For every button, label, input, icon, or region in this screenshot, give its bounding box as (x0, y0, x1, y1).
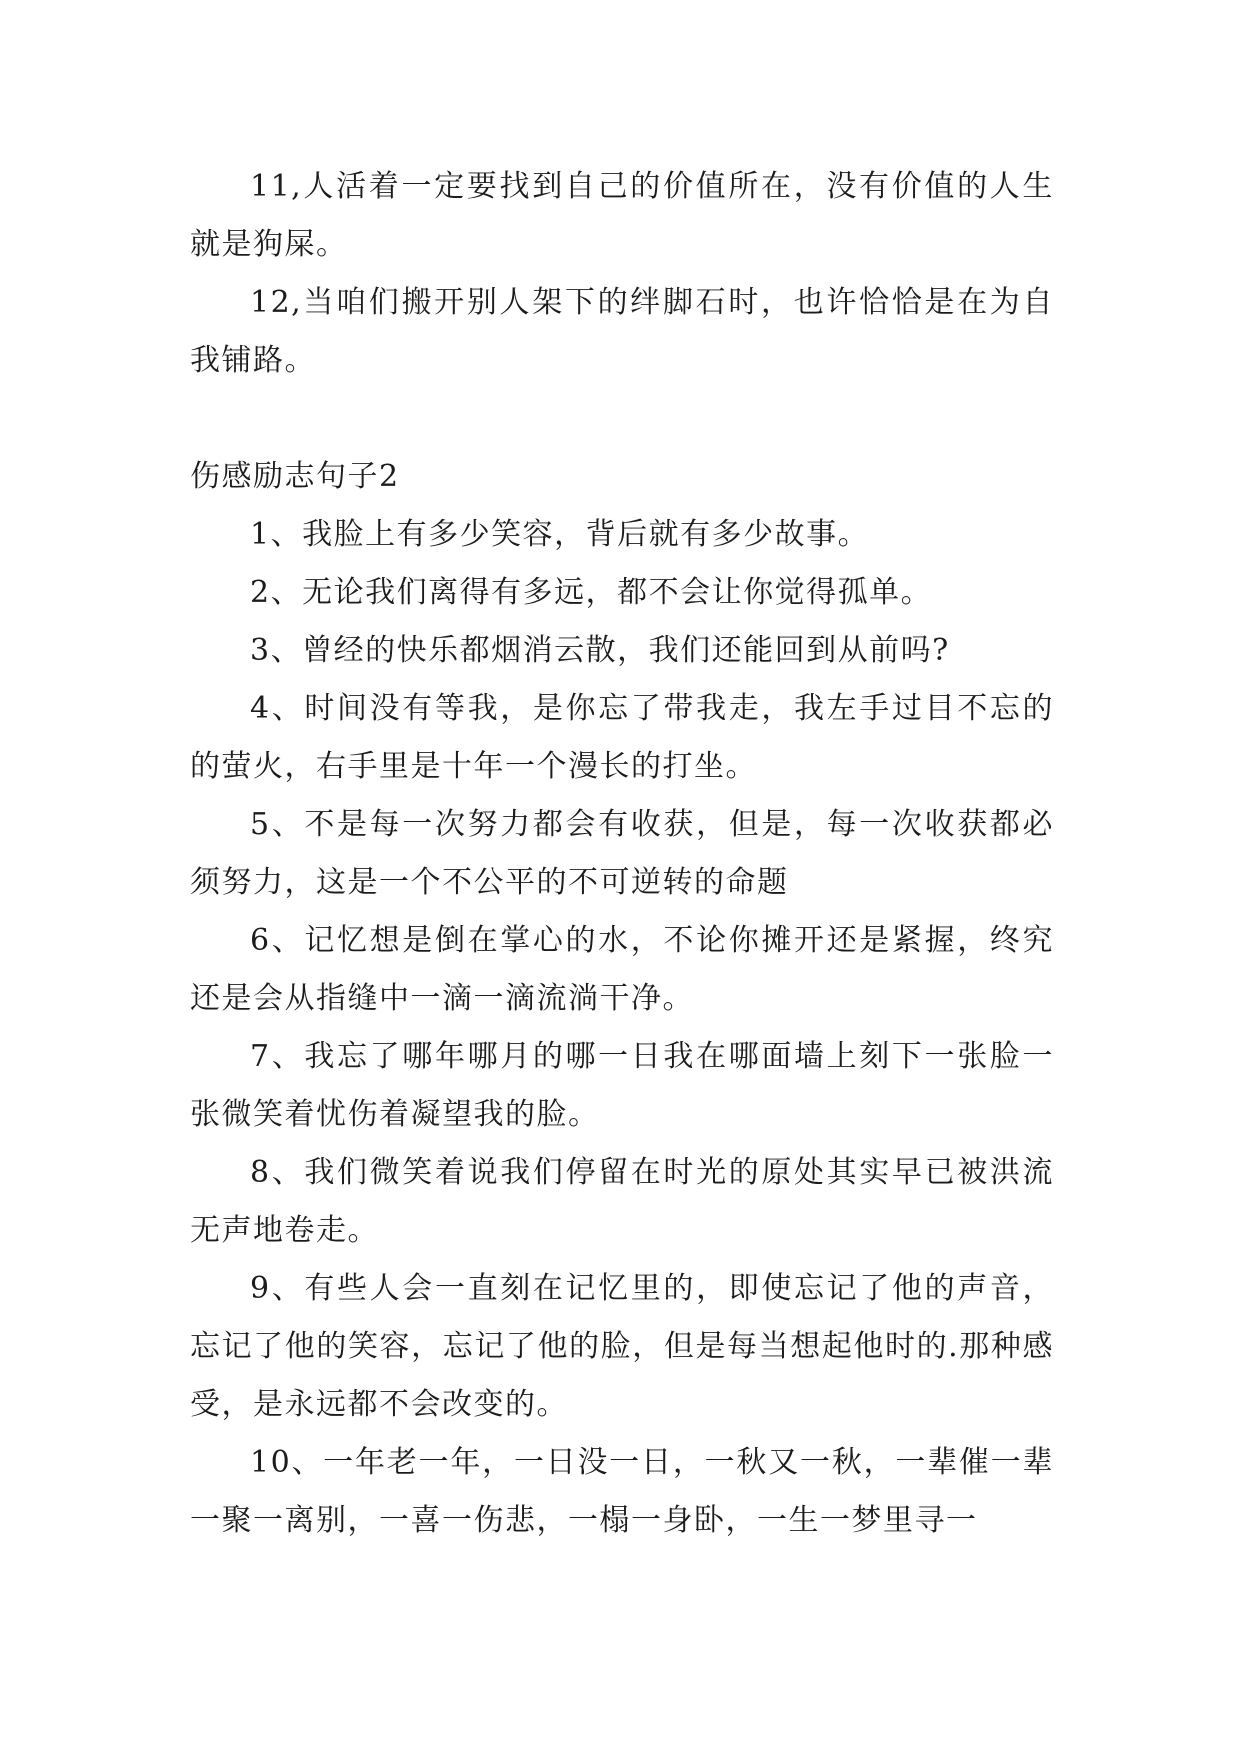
list-item-4: 4、时间没有等我，是你忘了带我走，我左手过目不忘的的萤火，右手里是十年一个漫长的打坐。 (190, 691, 1054, 784)
list-item-5: 5、不是每一次努力都会有收获，但是，每一次收获都必须努力，这是一个不公平的不可逆转的命题 (190, 807, 1054, 900)
list-item-8: 8、我们微笑着说我们停留在时光的原处其实早已被洪流无声地卷走。 (190, 1155, 1054, 1248)
list-item-10: 10、一年老一年，一日没一日，一秋又一秋，一辈催一辈一聚一离别，一喜一伤悲，一榻一身卧，一生一梦里寻一 (190, 1445, 1054, 1538)
list-item-2: 2、无论我们离得有多远，都不会让你觉得孤单。 (250, 575, 933, 610)
document-page (190, 158, 1054, 1550)
list-item-9: 9、有些人会一直刻在记忆里的，即使忘记了他的声音，忘记了他的笑容，忘记了他的脸，但是每当想起他时的.那种感受，是永远都不会改变的。 (190, 1271, 1054, 1422)
paragraph-11: 11,人活着一定要找到自己的价值所在，没有价值的人生就是狗屎。 (190, 169, 1054, 262)
list-item-3: 3、曾经的快乐都烟消云散，我们还能回到从前吗? (250, 633, 950, 668)
paragraph-12: 12,当咱们搬开别人架下的绊脚石时，也许恰恰是在为自我铺路。 (190, 285, 1054, 378)
list-item-7: 7、我忘了哪年哪月的哪一日我在哪面墙上刻下一张脸一张微笑着忧伤着凝望我的脸。 (190, 1039, 1054, 1132)
list-item-1: 1、我脸上有多少笑容，背后就有多少故事。 (250, 517, 870, 552)
list-item-6: 6、记忆想是倒在掌心的水，不论你摊开还是紧握，终究还是会从指缝中一滴一滴流淌干净。 (190, 923, 1054, 1016)
section-heading: 伤感励志句子2 (190, 459, 400, 494)
